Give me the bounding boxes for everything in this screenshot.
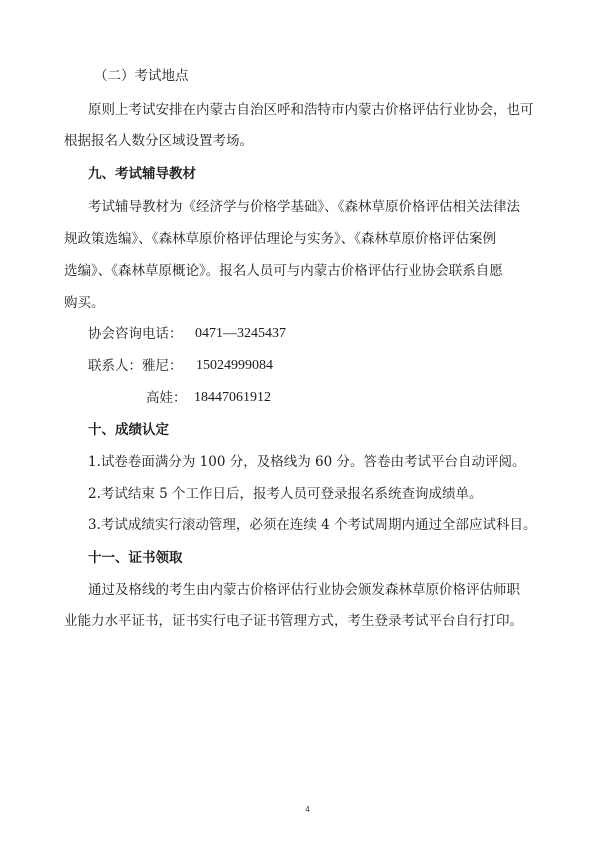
phone-label: 协会咨询电话： — [88, 326, 183, 342]
contact-label: 联系人：雅尼： — [88, 358, 183, 374]
section-10-heading: 十、成绩认定 — [88, 422, 169, 438]
contact-2-phone: 18447061912 — [194, 390, 271, 405]
section-9-paragraph-line-3: 选编》、《森林草原概论》。报名人员可与内蒙古价格评估行业协会联系自愿 — [64, 263, 503, 279]
page-number: 4 — [305, 805, 310, 814]
section-10-item-3: 3.考试成绩实行滚动管理，必须在连续 4 个考试周期内通过全部应试科目。 — [88, 517, 537, 533]
location-paragraph-line-2: 根据报名人数分区域设置考场。 — [64, 133, 253, 149]
section-9-paragraph-line-4: 购买。 — [64, 295, 105, 311]
section-10-item-1: 1.试卷卷面满分为 100 分，及格线为 60 分。答卷由考试平台自动评阅。 — [88, 454, 526, 470]
phone-value: 0471—3245437 — [195, 326, 286, 341]
contact-2-name: 高娃： — [146, 390, 187, 406]
section-9-paragraph-line-1: 考试辅导教材为《经济学与价格学基础》、《森林草原价格评估相关法律法 — [88, 199, 520, 215]
section-11-heading: 十一、证书领取 — [88, 550, 183, 566]
location-subtitle: （二）考试地点 — [94, 68, 189, 84]
section-9-paragraph-line-2: 规政策选编》、《森林草原价格评估理论与实务》、《森林草原价格评估案例 — [64, 231, 496, 247]
contact-1-phone: 15024999084 — [196, 358, 273, 373]
location-paragraph-line-1: 原则上考试安排在内蒙古自治区呼和浩特市内蒙古价格评估行业协会，也可 — [88, 102, 534, 118]
section-9-heading: 九、考试辅导教材 — [88, 166, 196, 182]
section-11-paragraph-line-2: 业能力水平证书，证书实行电子证书管理方式，考生登录考试平台自行打印。 — [64, 613, 523, 629]
section-11-paragraph-line-1: 通过及格线的考生由内蒙古价格评估行业协会颁发森林草原价格评估师职 — [88, 582, 520, 598]
section-10-item-2: 2.考试结束 5 个工作日后，报考人员可登录报名系统查询成绩单。 — [88, 486, 483, 502]
